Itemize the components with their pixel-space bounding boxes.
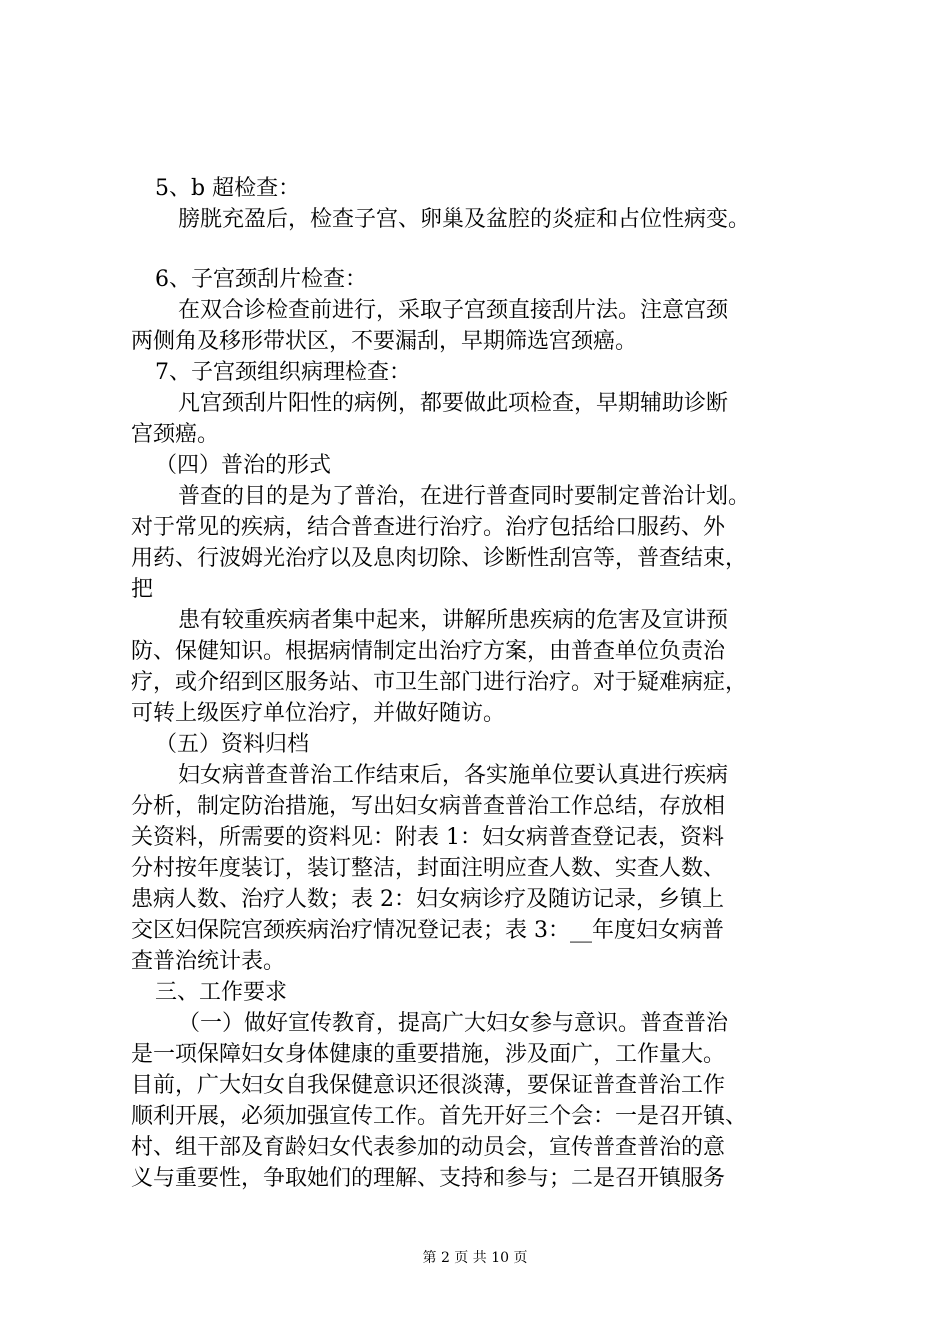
paragraph-line: 妇女病普查普治工作结束后，各实施单位要认真进行疾病 (178, 763, 729, 788)
paragraph-line: 对于常见的疾病，结合普查进行治疗。治疗包括给口服药、外 (131, 515, 726, 540)
paragraph-line: 村、组干部及育龄妇女代表参加的动员会，宣传普查普治的意 (131, 1135, 726, 1160)
section-heading: 三、工作要求 (155, 980, 288, 1005)
paragraph-line: 可转上级医疗单位治疗，并做好随访。 (131, 701, 506, 726)
paragraph-line: 把 (131, 577, 154, 602)
paragraph-line: 宫颈癌。 (131, 422, 220, 447)
paragraph-line: 交区妇保院宫颈疾病治疗情况登记表；表 3：__年度妇女病普 (131, 918, 724, 943)
paragraph-line: 顺利开展，必须加强宣传工作。首先开好三个会：一是召开镇、 (131, 1104, 748, 1129)
paragraph-line: 普查的目的是为了普治，在进行普查同时要制定普治计划。 (178, 484, 751, 509)
paragraph-line: 分村按年度装订，装订整洁，封面注明应查人数、实查人数、 (131, 856, 726, 881)
section-heading: （五）资料归档 (155, 732, 310, 757)
paragraph-line: 用药、行波姆光治疗以及息肉切除、诊断性刮宫等，普查结束， (131, 546, 748, 571)
paragraph-line: 患有较重疾病者集中起来，讲解所患疾病的危害及宣讲预 (178, 608, 729, 633)
paragraph-line: 患病人数、治疗人数；表 2：妇女病诊疗及随访记录，乡镇上 (131, 887, 724, 912)
paragraph-line: （一）做好宣传教育，提高广大妇女参与意识。普查普治 (178, 1011, 729, 1036)
paragraph-line: 两侧角及移形带状区，不要漏刮，早期筛选宫颈癌。 (131, 329, 638, 354)
section-heading: 5、b 超检查： (155, 176, 301, 201)
paragraph-line: 查普治统计表。 (131, 949, 286, 974)
paragraph-line: 关资料，所需要的资料见：附表 1：妇女病普查登记表，资料 (131, 825, 724, 850)
paragraph-line: 膀胱充盈后，检查子宫、卵巢及盆腔的炎症和占位性病变。 (178, 207, 751, 232)
paragraph-line: 是一项保障妇女身体健康的重要措施，涉及面广，工作量大。 (131, 1042, 726, 1067)
paragraph-line: 目前，广大妇女自我保健意识还很淡薄，要保证普查普治工作 (131, 1073, 726, 1098)
paragraph-line: 义与重要性，争取她们的理解、支持和参与；二是召开镇服务 (131, 1166, 726, 1191)
paragraph-line: 防、保健知识。根据病情制定出治疗方案，由普查单位负责治 (131, 639, 726, 664)
section-heading: （四）普治的形式 (155, 453, 332, 478)
paragraph-line: 在双合诊检查前进行，采取子宫颈直接刮片法。注意宫颈 (178, 298, 729, 323)
section-heading: 7、子宫颈组织病理检查： (155, 360, 411, 385)
page-number-footer: 第 2 页 共 10 页 (422, 1250, 528, 1266)
paragraph-line: 分析，制定防治措施，写出妇女病普查普治工作总结，存放相 (131, 794, 726, 819)
paragraph-line: 凡宫颈刮片阳性的病例，都要做此项检查，早期辅助诊断 (178, 391, 729, 416)
section-heading: 6、子宫颈刮片检查： (155, 267, 367, 292)
paragraph-line: 疗，或介绍到区服务站、市卫生部门进行治疗。对于疑难病症， (131, 670, 748, 695)
